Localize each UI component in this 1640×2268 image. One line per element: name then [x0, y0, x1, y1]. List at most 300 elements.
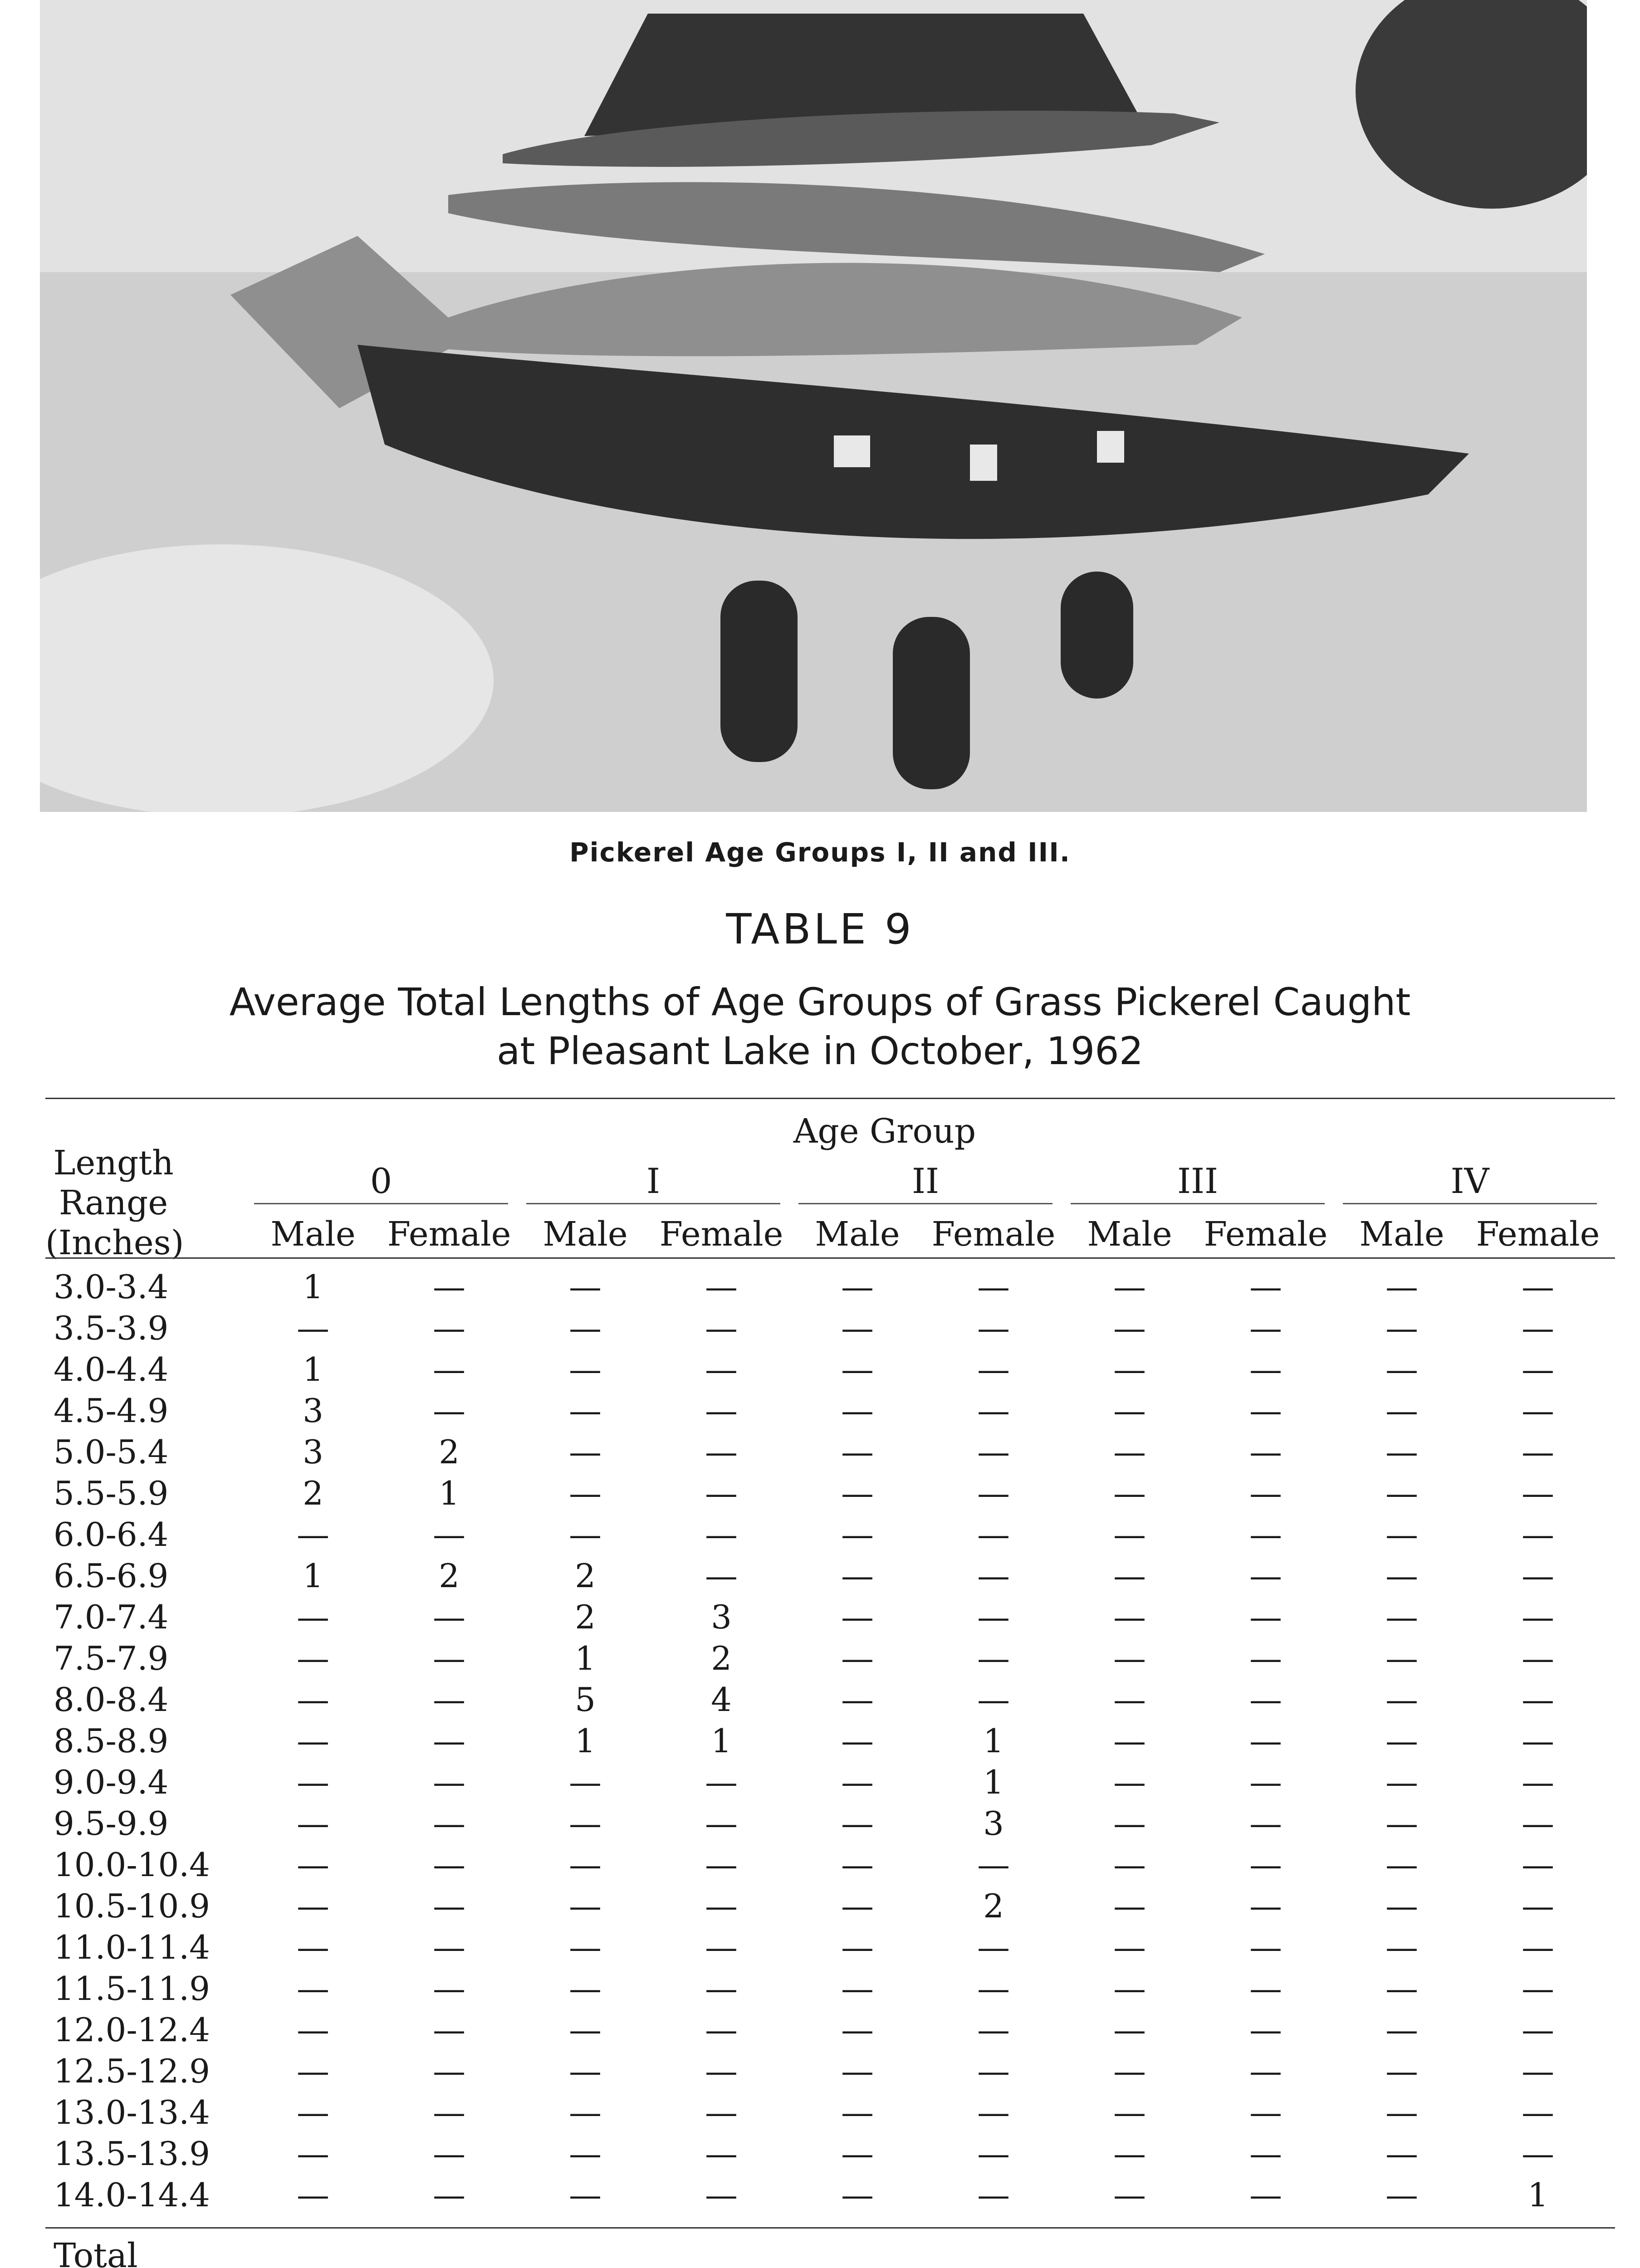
- count-cell: —: [841, 1557, 874, 1595]
- table-row: [45, 1515, 1615, 1557]
- count-cell: —: [977, 2011, 1010, 2049]
- length-range-cell: 8.0-8.4: [54, 1681, 169, 1719]
- count-cell: —: [705, 1557, 738, 1595]
- count-cell: —: [1385, 1722, 1418, 1760]
- count-cell: —: [1522, 1268, 1554, 1306]
- count-cell: —: [1249, 2011, 1282, 2049]
- count-cell: —: [297, 1970, 329, 2008]
- table-row: [45, 2176, 1615, 2217]
- count-cell: —: [1113, 2011, 1146, 2049]
- count-cell: —: [569, 2093, 602, 2131]
- count-cell: —: [1385, 1557, 1418, 1595]
- count-cell: —: [705, 1887, 738, 1925]
- count-cell: —: [1522, 1887, 1554, 1925]
- count-cell: —: [1249, 1804, 1282, 1843]
- count-cell: —: [569, 1887, 602, 1925]
- count-cell: 3: [983, 1804, 1004, 1843]
- count-cell: —: [1522, 2135, 1554, 2173]
- count-cell: —: [1385, 1392, 1418, 1430]
- count-cell: —: [569, 2052, 602, 2090]
- female-column-header: Female: [1204, 1215, 1328, 1254]
- count-cell: —: [841, 1474, 874, 1512]
- count-cell: —: [1385, 1763, 1418, 1801]
- age-group-4-label: IV: [1450, 1161, 1489, 1201]
- table-title-line-2: at Pleasant Lake in October, 1962: [496, 1029, 1144, 1073]
- count-cell: —: [841, 1722, 874, 1760]
- count-cell: —: [433, 2093, 465, 2131]
- age-group-underline: [1343, 1203, 1597, 1204]
- count-cell: —: [1249, 1970, 1282, 2008]
- count-cell: —: [977, 1515, 1010, 1554]
- count-cell: —: [1385, 2093, 1418, 2131]
- count-cell: —: [1249, 2135, 1282, 2173]
- count-cell: —: [297, 1681, 329, 1719]
- count-cell: —: [977, 1268, 1010, 1306]
- count-cell: —: [297, 2052, 329, 2090]
- count-cell: —: [569, 2135, 602, 2173]
- table-row: [45, 1846, 1615, 1887]
- count-cell: —: [1522, 2011, 1554, 2049]
- count-cell: —: [705, 1350, 738, 1388]
- count-cell: —: [297, 1846, 329, 1884]
- count-cell: —: [841, 1846, 874, 1884]
- count-cell: —: [1522, 1804, 1554, 1843]
- count-cell: —: [705, 1392, 738, 1430]
- count-cell: 1: [711, 1722, 732, 1760]
- count-cell: —: [1249, 1515, 1282, 1554]
- table-top-rule: [45, 1098, 1615, 1099]
- count-cell: —: [1522, 1392, 1554, 1430]
- count-cell: 1: [575, 1722, 596, 1760]
- count-cell: 1: [303, 1268, 323, 1306]
- length-range-cell: 7.5-7.9: [54, 1639, 169, 1677]
- count-cell: —: [1249, 1639, 1282, 1677]
- count-cell: —: [433, 1970, 465, 2008]
- count-cell: 5: [575, 1681, 596, 1719]
- length-range-cell: 13.0-13.4: [54, 2093, 210, 2131]
- count-cell: —: [1113, 2093, 1146, 2131]
- count-cell: 2: [575, 1557, 596, 1595]
- count-cell: —: [1522, 2093, 1554, 2131]
- count-cell: —: [1522, 1309, 1554, 1347]
- count-cell: —: [977, 1846, 1010, 1884]
- count-cell: —: [433, 1515, 465, 1554]
- count-cell: —: [841, 1515, 874, 1554]
- count-cell: —: [1113, 1515, 1146, 1554]
- count-cell: —: [977, 2093, 1010, 2131]
- count-cell: —: [841, 2052, 874, 2090]
- count-cell: —: [1385, 1639, 1418, 1677]
- count-cell: —: [1113, 1557, 1146, 1595]
- female-column-header: Female: [1476, 1215, 1600, 1254]
- male-column-header: Male: [1359, 1215, 1444, 1254]
- count-cell: —: [1249, 1392, 1282, 1430]
- age-group-underline: [526, 1203, 780, 1204]
- count-cell: —: [297, 1639, 329, 1677]
- count-cell: —: [433, 1887, 465, 1925]
- count-cell: —: [433, 2052, 465, 2090]
- count-cell: —: [1249, 1928, 1282, 1966]
- count-cell: —: [841, 2176, 874, 2214]
- count-cell: —: [433, 2176, 465, 2214]
- count-cell: —: [1249, 1887, 1282, 1925]
- count-cell: —: [1249, 1350, 1282, 1388]
- count-cell: —: [1113, 2135, 1146, 2173]
- count-cell: —: [977, 1681, 1010, 1719]
- count-cell: —: [1522, 1681, 1554, 1719]
- count-cell: —: [1113, 1887, 1146, 1925]
- count-cell: —: [569, 1350, 602, 1388]
- male-column-header: Male: [815, 1215, 900, 1254]
- count-cell: —: [1249, 1722, 1282, 1760]
- count-cell: —: [569, 1763, 602, 1801]
- count-cell: —: [1113, 1350, 1146, 1388]
- age-group-3-label: III: [1177, 1161, 1219, 1201]
- count-cell: —: [1249, 1557, 1282, 1595]
- count-cell: —: [841, 2135, 874, 2173]
- count-cell: —: [1385, 1474, 1418, 1512]
- count-cell: —: [705, 1763, 738, 1801]
- count-cell: —: [1249, 1681, 1282, 1719]
- table-row: [45, 1598, 1615, 1639]
- count-cell: —: [705, 1928, 738, 1966]
- count-cell: —: [1113, 1268, 1146, 1306]
- count-cell: —: [705, 2011, 738, 2049]
- count-cell: —: [1249, 1598, 1282, 1636]
- count-cell: —: [705, 2135, 738, 2173]
- count-cell: —: [1113, 1681, 1146, 1719]
- pickerel-photo-illustration: [40, 0, 1587, 812]
- count-cell: —: [1522, 1474, 1554, 1512]
- table-row: [45, 1309, 1615, 1350]
- count-cell: —: [841, 1392, 874, 1430]
- female-column-header: Female: [931, 1215, 1056, 1254]
- count-cell: —: [841, 1970, 874, 2008]
- table-row: [45, 2135, 1615, 2176]
- count-cell: —: [1249, 2176, 1282, 2214]
- male-column-header: Male: [543, 1215, 628, 1254]
- count-cell: —: [433, 1804, 465, 1843]
- count-cell: —: [977, 1474, 1010, 1512]
- count-cell: —: [569, 1970, 602, 2008]
- count-cell: —: [841, 1268, 874, 1306]
- count-cell: —: [841, 1350, 874, 1388]
- table-title-line-1: Average Total Lengths of Age Groups of Grass Pickerel Caught: [229, 980, 1411, 1024]
- table-row: [45, 1474, 1615, 1515]
- count-cell: —: [977, 1433, 1010, 1471]
- length-range-cell: 5.5-5.9: [54, 1474, 169, 1512]
- count-cell: —: [297, 1722, 329, 1760]
- count-cell: 4: [711, 1681, 732, 1719]
- count-cell: 1: [1527, 2176, 1548, 2214]
- count-cell: —: [1113, 1639, 1146, 1677]
- count-cell: —: [841, 2093, 874, 2131]
- count-cell: 2: [439, 1433, 460, 1471]
- count-cell: —: [841, 1928, 874, 1966]
- count-cell: 1: [303, 1557, 323, 1595]
- count-cell: —: [1385, 1309, 1418, 1347]
- count-cell: —: [1113, 1392, 1146, 1430]
- table-title: [91, 978, 1549, 1075]
- age-group-1-label: I: [646, 1161, 661, 1201]
- count-cell: 1: [439, 1474, 460, 1512]
- count-cell: —: [433, 1846, 465, 1884]
- table-number: TABLE 9: [726, 905, 914, 953]
- age-group-underline: [798, 1203, 1053, 1204]
- length-range-cell: 4.0-4.4: [54, 1350, 169, 1388]
- count-cell: —: [1249, 1763, 1282, 1801]
- count-cell: —: [569, 1392, 602, 1430]
- count-cell: —: [977, 1350, 1010, 1388]
- count-cell: —: [1385, 2176, 1418, 2214]
- count-cell: —: [297, 2176, 329, 2214]
- length-range-cell: 6.0-6.4: [54, 1515, 169, 1554]
- count-cell: —: [1113, 1928, 1146, 1966]
- table-row: [45, 1928, 1615, 1970]
- count-cell: —: [1522, 1763, 1554, 1801]
- count-cell: —: [1249, 2052, 1282, 2090]
- count-cell: —: [1113, 1309, 1146, 1347]
- count-cell: —: [1385, 1515, 1418, 1554]
- count-cell: 1: [303, 1350, 323, 1388]
- count-cell: —: [841, 1763, 874, 1801]
- count-cell: —: [1522, 1722, 1554, 1760]
- female-column-header: Female: [659, 1215, 783, 1254]
- count-cell: 2: [439, 1557, 460, 1595]
- count-cell: —: [1249, 1846, 1282, 1884]
- male-column-header: Male: [1087, 1215, 1172, 1254]
- length-range-cell: 5.0-5.4: [54, 1433, 169, 1471]
- count-cell: —: [1113, 1433, 1146, 1471]
- count-cell: —: [569, 1846, 602, 1884]
- count-cell: —: [1385, 2011, 1418, 2049]
- count-cell: —: [433, 1681, 465, 1719]
- age-group-underline: [1071, 1203, 1325, 1204]
- length-range-cell: 13.5-13.9: [54, 2135, 210, 2173]
- count-cell: —: [841, 1681, 874, 1719]
- table-row: [45, 2052, 1615, 2093]
- count-cell: 3: [303, 1392, 323, 1430]
- count-cell: —: [977, 1598, 1010, 1636]
- table-row: [45, 1268, 1615, 1309]
- length-range-cell: 11.5-11.9: [54, 1970, 210, 2008]
- length-range-cell: 3.0-3.4: [54, 1268, 169, 1306]
- total-number-row: Total: [54, 2236, 138, 2268]
- male-column-header: Male: [270, 1215, 356, 1254]
- count-cell: 2: [303, 1474, 323, 1512]
- count-cell: —: [1113, 1763, 1146, 1801]
- count-cell: —: [297, 1598, 329, 1636]
- count-cell: —: [1522, 2052, 1554, 2090]
- count-cell: —: [569, 1309, 602, 1347]
- header-bottom-rule: [45, 1257, 1615, 1259]
- count-cell: —: [297, 1763, 329, 1801]
- count-cell: —: [1113, 1804, 1146, 1843]
- count-cell: —: [297, 1515, 329, 1554]
- count-cell: —: [1522, 1515, 1554, 1554]
- count-cell: —: [1385, 2135, 1418, 2173]
- count-cell: —: [1113, 1846, 1146, 1884]
- count-cell: —: [977, 1639, 1010, 1677]
- count-cell: —: [1113, 2052, 1146, 2090]
- count-cell: —: [297, 1309, 329, 1347]
- length-range-cell: 8.5-8.9: [54, 1722, 169, 1760]
- count-cell: —: [1385, 1804, 1418, 1843]
- count-cell: —: [433, 2011, 465, 2049]
- count-cell: —: [977, 2135, 1010, 2173]
- length-range-cell: 7.0-7.4: [54, 1598, 169, 1636]
- count-cell: —: [1385, 2052, 1418, 2090]
- count-cell: 1: [575, 1639, 596, 1677]
- count-cell: —: [977, 1970, 1010, 2008]
- table-row: [45, 1887, 1615, 1928]
- table-row: [45, 2011, 1615, 2052]
- age-group-0-label: 0: [370, 1161, 392, 1201]
- count-cell: —: [1249, 1268, 1282, 1306]
- count-cell: —: [1522, 1598, 1554, 1636]
- length-range-cell: 12.5-12.9: [54, 2052, 210, 2090]
- table-row: [45, 1639, 1615, 1681]
- length-range-cell: 10.5-10.9: [54, 1887, 210, 1925]
- count-cell: —: [841, 1309, 874, 1347]
- count-cell: 2: [983, 1887, 1004, 1925]
- count-cell: —: [1385, 1887, 1418, 1925]
- count-cell: —: [1385, 1681, 1418, 1719]
- count-cell: —: [705, 1474, 738, 1512]
- count-cell: —: [841, 1639, 874, 1677]
- count-cell: 3: [303, 1433, 323, 1471]
- female-column-header: Female: [387, 1215, 511, 1254]
- count-cell: —: [1113, 1722, 1146, 1760]
- count-cell: —: [841, 1598, 874, 1636]
- table-row: [45, 1804, 1615, 1846]
- count-cell: —: [433, 1639, 465, 1677]
- table-row: [45, 1557, 1615, 1598]
- count-cell: —: [297, 1928, 329, 1966]
- count-cell: —: [705, 2176, 738, 2214]
- count-cell: —: [1522, 1639, 1554, 1677]
- count-cell: —: [569, 1515, 602, 1554]
- count-cell: —: [977, 1309, 1010, 1347]
- table-row: [45, 1763, 1615, 1804]
- count-cell: —: [705, 1846, 738, 1884]
- table-row: [45, 1681, 1615, 1722]
- table-row: [45, 1350, 1615, 1392]
- count-cell: —: [1113, 2176, 1146, 2214]
- count-cell: —: [1385, 1598, 1418, 1636]
- count-cell: —: [1249, 2093, 1282, 2131]
- count-cell: —: [1522, 1970, 1554, 2008]
- age-group-underline: [254, 1203, 508, 1204]
- age-group-2-label: II: [911, 1161, 940, 1201]
- count-cell: 2: [575, 1598, 596, 1636]
- count-cell: —: [569, 2011, 602, 2049]
- table-row: [45, 1392, 1615, 1433]
- pickerel-photograph: [40, 0, 1587, 812]
- count-cell: —: [433, 1722, 465, 1760]
- count-cell: —: [1249, 1433, 1282, 1471]
- count-cell: —: [297, 2135, 329, 2173]
- length-range-header: Length Range (Inches): [45, 1144, 184, 1262]
- count-cell: —: [1385, 1928, 1418, 1966]
- table-row: [45, 2093, 1615, 2135]
- count-cell: —: [1385, 1433, 1418, 1471]
- count-cell: 1: [983, 1722, 1004, 1760]
- count-cell: 2: [711, 1639, 732, 1677]
- count-cell: —: [569, 1433, 602, 1471]
- count-cell: —: [433, 1392, 465, 1430]
- count-cell: 1: [983, 1763, 1004, 1801]
- count-cell: —: [297, 1804, 329, 1843]
- count-cell: —: [297, 1887, 329, 1925]
- count-cell: —: [705, 1268, 738, 1306]
- length-range-cell: 11.0-11.4: [54, 1928, 210, 1966]
- count-cell: —: [569, 1928, 602, 1966]
- rows-bottom-rule: [45, 2227, 1615, 2229]
- count-cell: —: [1385, 1846, 1418, 1884]
- table-row: [45, 1970, 1615, 2011]
- length-range-cell: 6.5-6.9: [54, 1557, 169, 1595]
- length-range-cell: 9.5-9.9: [54, 1804, 169, 1843]
- count-cell: —: [977, 2176, 1010, 2214]
- count-cell: —: [1522, 1846, 1554, 1884]
- count-cell: —: [433, 2135, 465, 2173]
- count-cell: —: [433, 1350, 465, 1388]
- count-cell: —: [705, 1309, 738, 1347]
- count-cell: —: [977, 2052, 1010, 2090]
- count-cell: —: [433, 1763, 465, 1801]
- length-range-cell: 9.0-9.4: [54, 1763, 169, 1801]
- count-cell: —: [977, 1928, 1010, 1966]
- length-range-cell: 3.5-3.9: [54, 1309, 169, 1347]
- count-cell: —: [1385, 1970, 1418, 2008]
- count-cell: —: [433, 1928, 465, 1966]
- count-cell: —: [977, 1557, 1010, 1595]
- count-cell: —: [1113, 1598, 1146, 1636]
- table-row: [45, 1433, 1615, 1474]
- count-cell: —: [705, 2093, 738, 2131]
- count-cell: —: [1522, 1433, 1554, 1471]
- count-cell: —: [297, 2011, 329, 2049]
- count-cell: —: [705, 1515, 738, 1554]
- count-cell: —: [1522, 1557, 1554, 1595]
- count-cell: —: [705, 1804, 738, 1843]
- count-cell: —: [1385, 1350, 1418, 1388]
- count-cell: —: [841, 1887, 874, 1925]
- count-cell: —: [1113, 1474, 1146, 1512]
- count-cell: —: [569, 1804, 602, 1843]
- table-row: [45, 1722, 1615, 1763]
- length-range-cell: 4.5-4.9: [54, 1392, 169, 1430]
- count-cell: —: [1522, 1928, 1554, 1966]
- count-cell: 3: [711, 1598, 732, 1636]
- count-cell: —: [433, 1309, 465, 1347]
- count-cell: —: [569, 1268, 602, 1306]
- count-cell: —: [841, 2011, 874, 2049]
- length-range-cell: 14.0-14.4: [54, 2176, 210, 2214]
- count-cell: —: [569, 2176, 602, 2214]
- count-cell: —: [297, 2093, 329, 2131]
- count-cell: —: [705, 1970, 738, 2008]
- count-cell: —: [1113, 1970, 1146, 2008]
- photo-caption: Pickerel Age Groups I, II and III.: [569, 837, 1071, 868]
- count-cell: —: [433, 1598, 465, 1636]
- count-cell: —: [1522, 1350, 1554, 1388]
- count-cell: —: [1249, 1309, 1282, 1347]
- count-cell: —: [1385, 1268, 1418, 1306]
- age-group-header: Age Group: [793, 1112, 976, 1151]
- count-cell: —: [705, 1433, 738, 1471]
